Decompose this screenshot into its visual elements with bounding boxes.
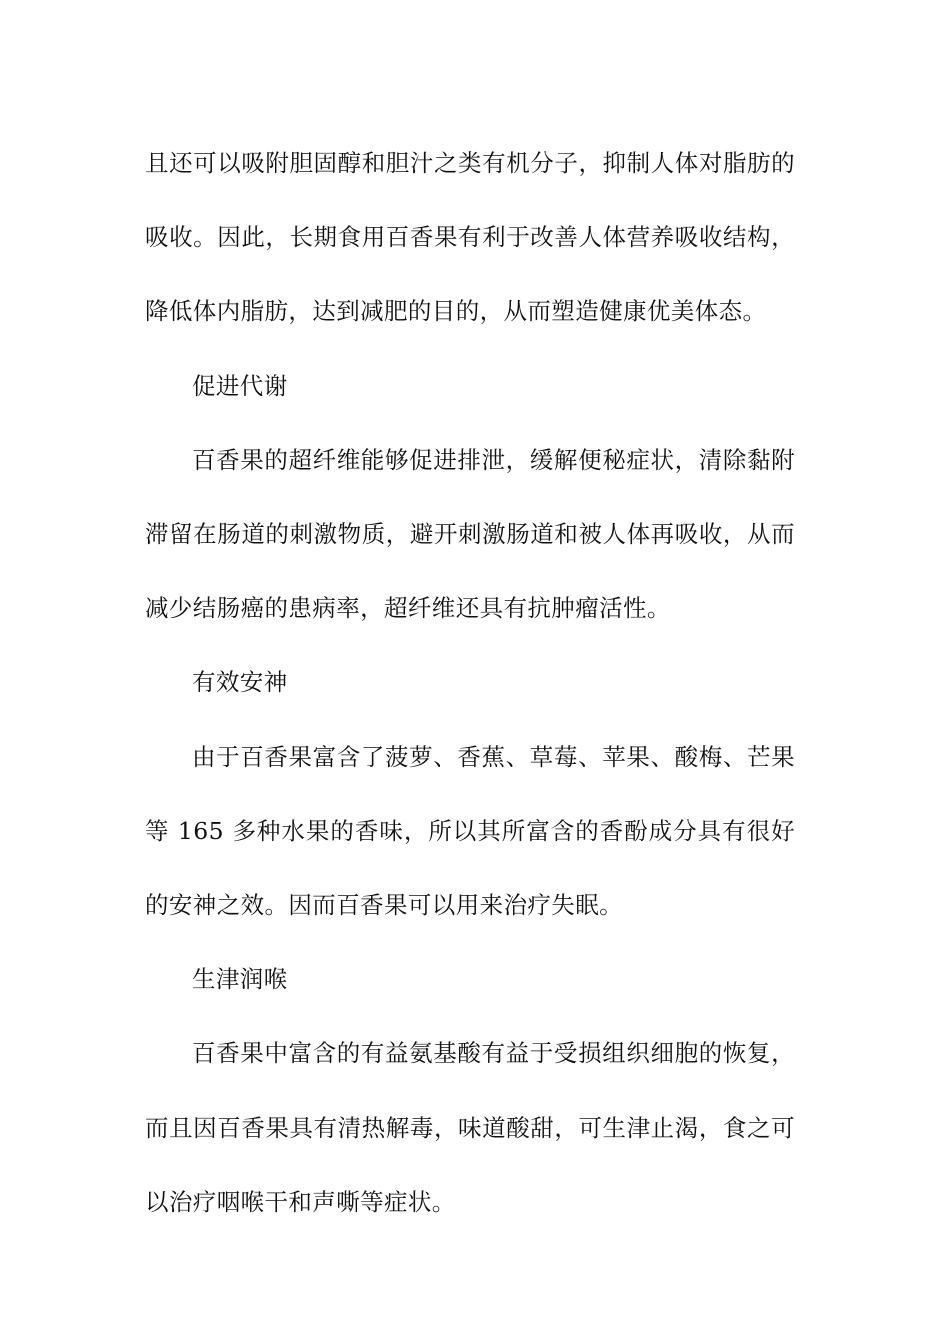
section-heading-throat: 生津润喉	[192, 965, 288, 994]
section-heading-calming: 有效安神	[192, 668, 288, 697]
section-heading-metabolism: 促进代谢	[192, 371, 288, 400]
paragraph-metabolism: 百香果的超纤维能够促进排泄，缓解便秘症状，清除黏附滞留在肠道的刺激物质，避开刺激肠道和被人体再吸收，从而减少结肠癌的患病率，超纤维还具有抗肿瘤活性。	[145, 445, 795, 623]
paragraph-throat: 百香果中富含的有益氨基酸有益于受损组织细胞的恢复，而且因百香果具有清热解毒，味道酸甜，可生津止渴，食之可以治疗咽喉干和声嘶等症状。	[145, 1039, 795, 1216]
paragraph-calming: 由于百香果富含了菠萝、香蕉、草莓、苹果、酸梅、芒果等 165 多种水果的香味，所以其所富含的香酚成分具有很好的安神之效。因而百香果可以用来治疗失眠。	[145, 742, 795, 920]
paragraph-weight-loss-continued: 且还可以吸附胆固醇和胆汁之类有机分子，抑制人体对脂肪的吸收。因此，长期食用百香果有利于改善人体营养吸收结构，降低体内脂肪，达到减肥的目的，从而塑造健康优美体态。	[145, 149, 795, 326]
document-body	[145, 126, 795, 1239]
